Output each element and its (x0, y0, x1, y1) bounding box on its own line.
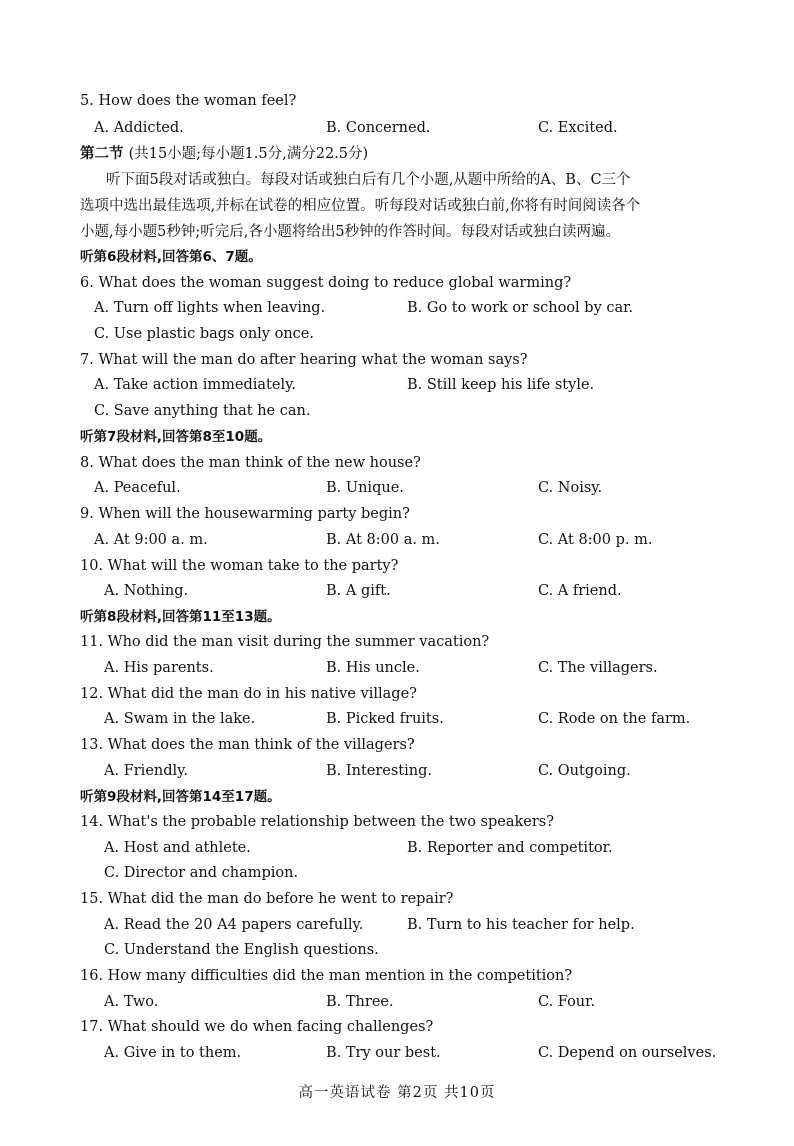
question-8-option-a: A. Peaceful. (94, 480, 181, 496)
question-12-option-a: A. Swam in the lake. (104, 711, 256, 727)
question-10-stem: 10. What will the woman take to the party? (80, 558, 399, 574)
question-17-option-b: B. Try our best. (326, 1045, 441, 1061)
question-10-option-c: C. A friend. (538, 583, 622, 599)
question-13-stem: 13. What does the man think of the villagers? (80, 737, 415, 753)
question-10-option-b: B. A gift. (326, 583, 391, 599)
question-6-option-c: C. Use plastic bags only once. (94, 326, 314, 342)
question-6-stem: 6. What does the woman suggest doing to reduce global warming? (80, 275, 572, 291)
question-5-option-b: B. Concerned. (326, 120, 431, 136)
question-16-option-c: C. Four. (538, 994, 596, 1010)
question-14-stem: 14. What's the probable relationship between the two speakers? (80, 814, 554, 830)
question-15-option-a: A. Read the 20 A4 papers carefully. (104, 917, 364, 933)
question-7-stem: 7. What will the man do after hearing what the woman says? (80, 352, 528, 368)
question-9-option-b: B. At 8:00 a. m. (326, 532, 440, 548)
question-12-option-b: B. Picked fruits. (326, 711, 444, 727)
question-10-option-a: A. Nothing. (104, 583, 189, 599)
question-9-stem: 9. When will the housewarming party begin? (80, 506, 410, 522)
instructions-line-3: 小题,每小题5秒钟;听完后,各小题将给出5秒钟的作答时间。每段对话或独白读两遍。 (80, 224, 621, 240)
question-7-option-a: A. Take action immediately. (94, 377, 296, 393)
listen-passage-8: 听第8段材料,回答第11至13题。 (80, 609, 281, 625)
question-6-option-b: B. Go to work or school by car. (407, 300, 634, 316)
question-5-stem: 5. How does the woman feel? (80, 93, 297, 109)
listen-passage-6: 听第6段材料,回答第6、7题。 (80, 249, 262, 265)
instructions-line-2: 选项中选出最佳选项,并标在试卷的相应位置。听每段对话或独白前,你将有时间阅读各个 (80, 198, 641, 214)
question-5-option-a: A. Addicted. (94, 120, 184, 136)
listen-passage-7: 听第7段材料,回答第8至10题。 (80, 429, 272, 445)
question-17-stem: 17. What should we do when facing challenges? (80, 1019, 434, 1035)
question-14-option-b: B. Reporter and competitor. (407, 840, 613, 856)
question-15-stem: 15. What did the man do before he went to repair? (80, 891, 454, 907)
question-11-stem: 11. Who did the man visit during the summer vacation? (80, 634, 490, 650)
question-17-option-a: A. Give in to them. (104, 1045, 242, 1061)
question-11-option-b: B. His uncle. (326, 660, 420, 676)
question-13-option-a: A. Friendly. (104, 763, 189, 779)
section-2-header (80, 145, 368, 163)
question-15-option-b: B. Turn to his teacher for help. (407, 917, 635, 933)
instructions-line-1: 听下面5段对话或独白。每段对话或独白后有几个小题,从题中所给的A、B、C三个 (106, 172, 631, 188)
question-16-option-a: A. Two. (104, 994, 159, 1010)
question-12-option-c: C. Rode on the farm. (538, 711, 691, 727)
question-5-option-c: C. Excited. (538, 120, 618, 136)
section-2-title: 第二节 (80, 145, 124, 162)
question-14-option-a: A. Host and athlete. (104, 840, 251, 856)
question-14-option-c: C. Director and champion. (104, 865, 299, 881)
question-13-option-c: C. Outgoing. (538, 763, 631, 779)
listen-passage-9: 听第9段材料,回答第14至17题。 (80, 789, 281, 805)
question-11-option-c: C. The villagers. (538, 660, 658, 676)
section-2-info: (共15小题;每小题1.5分,满分22.5分) (128, 146, 369, 162)
question-7-option-b: B. Still keep his life style. (407, 377, 595, 393)
question-16-option-b: B. Three. (326, 994, 394, 1010)
question-8-stem: 8. What does the man think of the new house? (80, 455, 421, 471)
question-16-stem: 16. How many difficulties did the man mention in the competition? (80, 968, 573, 984)
question-8-option-b: B. Unique. (326, 480, 404, 496)
question-9-option-c: C. At 8:00 p. m. (538, 532, 653, 548)
question-13-option-b: B. Interesting. (326, 763, 432, 779)
question-9-option-a: A. At 9:00 a. m. (94, 532, 208, 548)
question-12-stem: 12. What did the man do in his native village? (80, 686, 417, 702)
question-11-option-a: A. His parents. (104, 660, 214, 676)
question-7-option-c: C. Save anything that he can. (94, 403, 311, 419)
page-footer: 高一英语试卷 第2页 共10页 (298, 1085, 496, 1101)
question-6-option-a: A. Turn off lights when leaving. (94, 300, 326, 316)
question-17-option-c: C. Depend on ourselves. (538, 1045, 717, 1061)
question-8-option-c: C. Noisy. (538, 480, 603, 496)
question-15-option-c: C. Understand the English questions. (104, 942, 379, 958)
